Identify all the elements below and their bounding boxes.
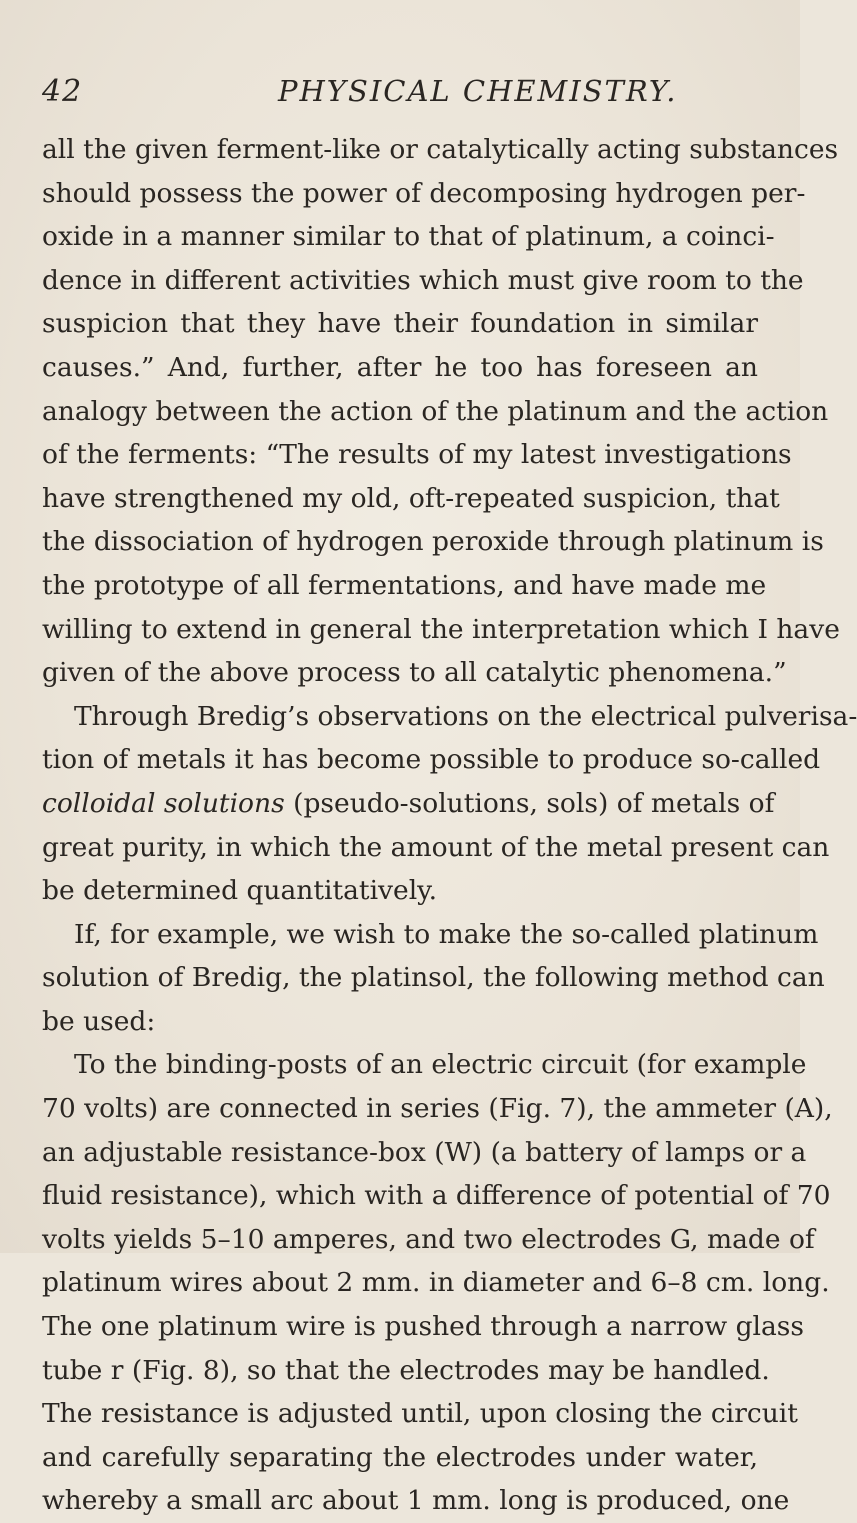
text-line: whereby a small arc about 1 mm. long is produced, one (42, 1485, 790, 1517)
paragraph-start-line: Through Bredig’s observations on the electrical pulverisa- (74, 700, 857, 732)
text-line: oxide in a manner similar to that of platinum, a coinci- (42, 221, 775, 253)
text-line: of the ferments: “The results of my latest investigations (42, 439, 792, 471)
text-line: The resistance is adjusted until, upon closing the circuit (42, 1398, 798, 1430)
text-run: (pseudo-solutions, sols) of metals of (284, 787, 775, 819)
italic-term: colloidal solutions (42, 787, 285, 819)
text-line: suspicion that they have their foundation in similar (42, 308, 758, 340)
text-line: and carefully separating the electrodes under water, (42, 1441, 758, 1473)
text-line: be used: (42, 1005, 156, 1037)
text-line: great purity, in which the amount of the metal present can (42, 831, 830, 863)
page-number: 42 (42, 74, 83, 109)
text-line: platinum wires about 2 mm. in diameter and 6–8 cm. long. (42, 1267, 830, 1299)
text-line: all the given ferment-like or catalytically acting substances (42, 134, 839, 165)
text-line: 70 volts) are connected in series (Fig. 7), the ammeter (A), (42, 1093, 833, 1125)
paragraph-start-line: To the binding-posts of an electric circuit (for example (74, 1049, 807, 1081)
text-line: willing to extend in general the interpretation which I have (42, 613, 840, 645)
running-head: PHYSICAL CHEMISTRY. (278, 74, 678, 108)
page-header (0, 74, 800, 114)
text-line: fluid resistance), which with a difference of potential of 70 (42, 1180, 831, 1212)
text-line: have strengthened my old, oft-repeated suspicion, that (42, 482, 780, 514)
text-line: tion of metals it has become possible to produce so-called (42, 744, 821, 776)
body-text (42, 128, 857, 1523)
text-line: dence in different activities which must give room to the (42, 264, 804, 296)
text-line: the dissociation of hydrogen peroxide through platinum is (42, 526, 824, 558)
text-line: tube r (Fig. 8), so that the electrodes may be handled. (42, 1354, 770, 1386)
text-line: The one platinum wire is pushed through a narrow glass (42, 1311, 805, 1343)
text-line: volts yields 5–10 amperes, and two electrodes G, made of (42, 1223, 815, 1255)
text-line: an adjustable resistance-box (W) (a battery of lamps or a (42, 1136, 807, 1168)
text-line: be determined quantitatively. (42, 875, 438, 907)
text-line: the prototype of all fermentations, and have made me (42, 569, 767, 601)
text-line: causes.” And, further, after he too has foreseen an (42, 351, 758, 383)
text-line (42, 782, 775, 826)
text-line: should possess the power of decomposing hydrogen per- (42, 177, 806, 209)
text-line: given of the above process to all catalytic phenomena.” (42, 657, 787, 689)
text-line: solution of Bredig, the platinsol, the following method can (42, 962, 825, 994)
paragraph-start-line: If, for example, we wish to make the so-called platinum (74, 918, 819, 950)
text-line: analogy between the action of the platinum and the action (42, 395, 829, 427)
